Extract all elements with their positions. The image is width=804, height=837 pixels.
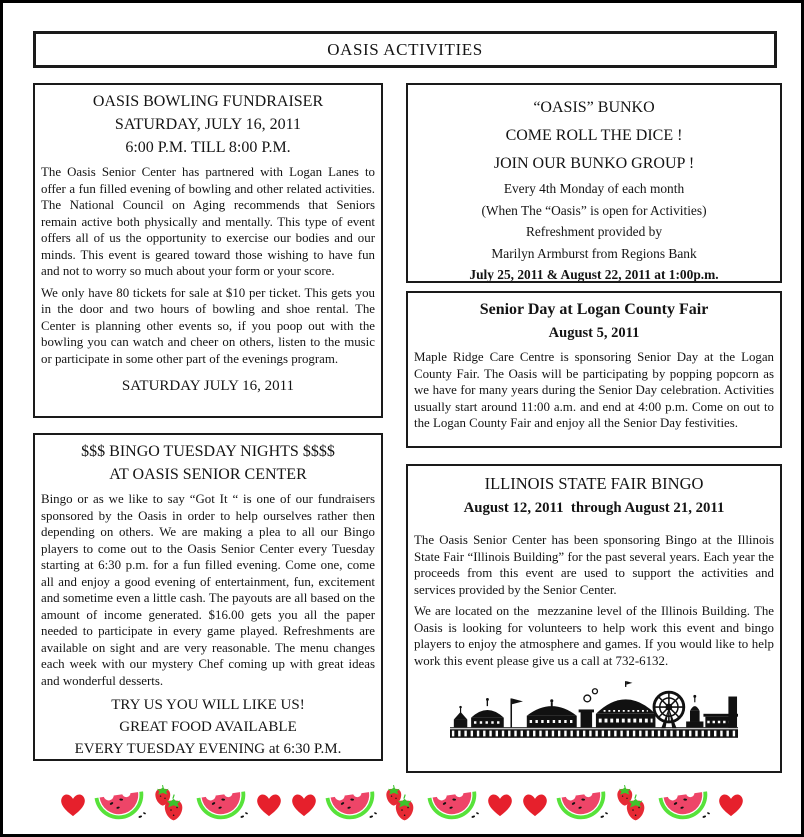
senior-day-body: Maple Ridge Care Centre is sponsoring Senior Day at the Logan County Fair. The Oasis will be participating by popping popcorn as we have for many years during the Senior Day celebration. Activities usually start around 11:00 a.m. and end at 4:00 p.m. Come on out to the Logan County Fair and enjoy all the Senior Day festivities.: [414, 350, 774, 430]
watermelon-icon: [195, 784, 249, 824]
bowling-title: OASIS BOWLING FUNDRAISER: [92, 93, 324, 110]
watermelon-icon: [324, 784, 378, 824]
footer-decoration-strip: [3, 775, 801, 833]
heart-icon: [485, 791, 515, 817]
bunko-line-4: (When The “Oasis” is open for Activities): [481, 202, 707, 218]
bunko-line-3: Every 4th Monday of each month: [503, 181, 685, 196]
bingo-slogan-1: TRY US YOU WILL LIKE US!: [111, 697, 305, 713]
heart-icon: [520, 791, 550, 817]
senior-day-date: August 5, 2011: [548, 325, 640, 341]
bingo-slogan-3: EVERY TUESDAY EVENING at 6:30 P.M.: [74, 741, 342, 757]
bunko-title: “OASIS” BUNKO: [533, 99, 655, 116]
bunko-line-1: COME ROLL THE DICE !: [505, 127, 683, 144]
bowling-date: SATURDAY, JULY 16, 2011: [114, 116, 302, 133]
bowling-footer-date: SATURDAY JULY 16, 2011: [121, 378, 295, 394]
fairground-image-wrap: [414, 679, 774, 739]
page-title-box: [33, 31, 777, 68]
bowling-paragraph-1: The Oasis Senior Center has partnered with Logan Lanes to offer a fun filled evening of bowling and other related activities. The National Council on Aging recommends that Seniors remain active both physically and mentally. This type of event offers all of us the opportunity to exercise our bodies and our minds. This event is geared toward those wishing to have fun and not to worry so much about your form or your score.: [41, 165, 375, 278]
senior-day-title: Senior Day at Logan County Fair: [479, 301, 709, 318]
state-fair-dates: August 12, 2011 through August 21, 2011: [463, 500, 725, 516]
bunko-line-5: Refreshment provided by: [525, 224, 663, 239]
strawberries-icon: [614, 785, 652, 823]
strawberries-icon: [152, 785, 190, 823]
strawberries-icon: [383, 785, 421, 823]
state-fair-paragraph-2: We are located on the mezzanine level of the Illinois Building. The Oasis is looking for volunteers to help work this event and bingo players to enjoy the atmosphere and games. If you would like to help work this event please give us a call at 732-6132.: [414, 604, 774, 668]
page-title: OASIS ACTIVITIES: [327, 39, 483, 59]
bowling-time: 6:00 P.M. TILL 8:00 P.M.: [125, 139, 291, 156]
state-fair-bingo-card: [406, 464, 782, 773]
bingo-title-1: $$$ BINGO TUESDAY NIGHTS $$$$: [81, 443, 335, 460]
senior-day-card: [406, 291, 782, 448]
bingo-tuesday-card: [33, 433, 383, 761]
state-fair-paragraph-1: The Oasis Senior Center has been sponsoring Bingo at the Illinois State Fair “Illinois Building” for the past several years. Each year the proceeds from this event are used to support the activities and services provided by the Senior Center.: [414, 533, 774, 597]
bingo-title-2: AT OASIS SENIOR CENTER: [109, 466, 307, 483]
right-column: [406, 83, 782, 773]
left-column: [33, 83, 383, 773]
state-fair-title: ILLINOIS STATE FAIR BINGO: [484, 474, 704, 493]
bunko-card: [406, 83, 782, 283]
content-columns: [33, 83, 782, 773]
watermelon-icon: [426, 784, 480, 824]
watermelon-icon: [93, 784, 147, 824]
heart-icon: [716, 791, 746, 817]
heart-icon: [289, 791, 319, 817]
bunko-dates: July 25, 2011 & August 22, 2011 at 1:00p.m.: [469, 267, 719, 282]
bunko-line-6: Marilyn Armburst from Regions Bank: [491, 245, 697, 261]
bowling-paragraph-2: We only have 80 tickets for sale at $10 per ticket. This gets you in the door and two hours of bowling and shoe rental. The Center is planning other events so, if you poop out with the bowling you can watch and cheer on others, listen to the music or participate in some other part of the evenings program.: [41, 285, 375, 366]
watermelon-icon: [657, 784, 711, 824]
fairground-silhouette-image: [450, 679, 738, 739]
bingo-slogan-2: GREAT FOOD AVAILABLE: [119, 719, 297, 735]
bingo-body: Bingo or as we like to say “Got It “ is one of our fundraisers sponsored by the Oasis in order to help ourselves rather then depending on others. We are making a plea to all our Bingo players to come out to the Oasis Senior Center every Tuesday starting at 6:30 p.m. for a fun filled evening. Come one, come all and enjoy a good evening of entertainment, fun, excitement and sometime even a little cash. The payouts are all based on the amount of income generated. $16.00 gets you all the paper needed to participate in every game played. Refreshments are available on sight and are very reasonable. The menu changes each week with our mystery Chef coming up with great ideas and wonderful desserts.: [41, 492, 375, 688]
bunko-line-2: JOIN OUR BUNKO GROUP !: [493, 155, 695, 172]
watermelon-icon: [555, 784, 609, 824]
bowling-fundraiser-card: [33, 83, 383, 418]
heart-icon: [58, 791, 88, 817]
heart-icon: [254, 791, 284, 817]
